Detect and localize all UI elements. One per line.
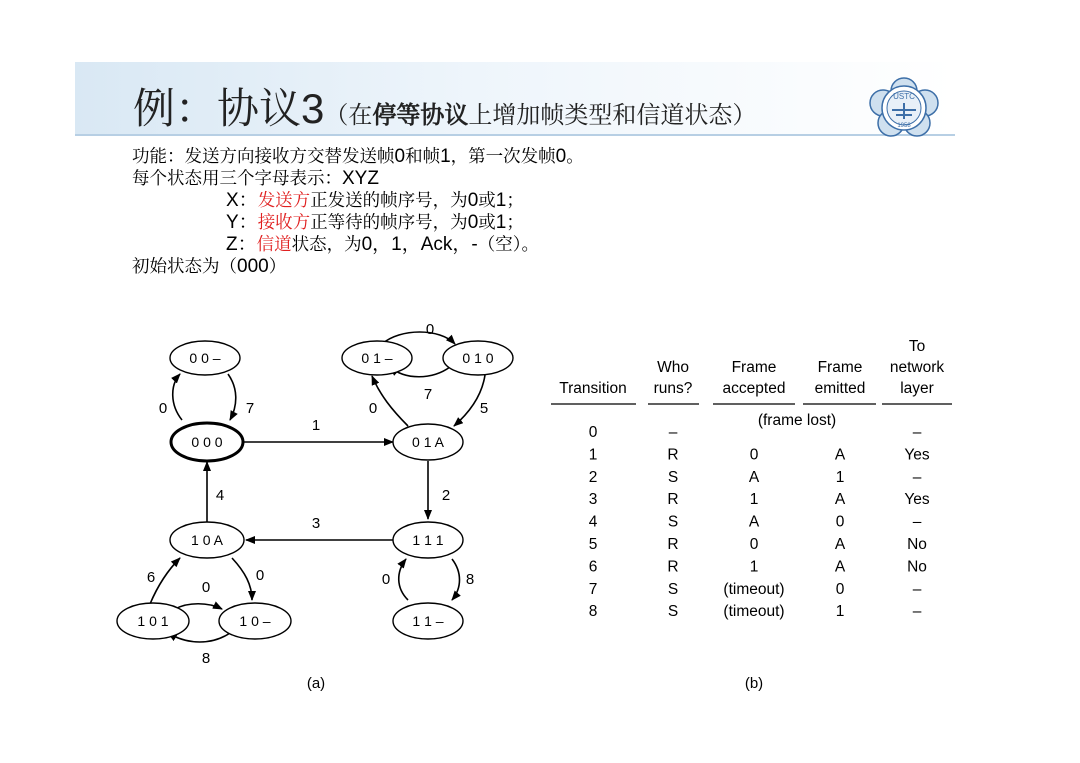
- transition-table: [545, 330, 960, 695]
- table-cell-frame-accepted: A: [748, 513, 760, 531]
- text-line-initial: 初始状态为（000）: [132, 256, 287, 277]
- table-cell-frame-emitted: 0: [835, 580, 845, 598]
- state-label-01-dash: 0 1 –: [361, 350, 393, 366]
- edge-label-4: 4: [215, 487, 225, 504]
- table-cell-transition: 4: [588, 513, 598, 531]
- text-line-z: Z：信道状态，为0，1，Ack，-（空）。: [226, 234, 539, 255]
- title-sub-open: （在: [324, 101, 373, 129]
- table-cell-transition: 2: [588, 468, 598, 486]
- edge-label-2: 2: [441, 487, 451, 504]
- header-network-1: To: [908, 338, 926, 355]
- table-cell-to-network: No: [907, 558, 927, 576]
- edge-label-0-mid: 0: [368, 400, 378, 417]
- table-cell-frame-emitted: 1: [835, 603, 845, 621]
- table-cell-transition: 8: [588, 603, 598, 621]
- table-cell-transition: 7: [588, 580, 598, 598]
- table-cell-frame-accepted: 1: [749, 491, 759, 509]
- table-cell-to-network: –: [912, 513, 922, 531]
- title-sub-rest: 上增加帧类型和信道状态）: [468, 101, 757, 129]
- table-cell-frame-emitted: 0: [835, 513, 845, 531]
- edge-label-7-left: 7: [245, 400, 255, 417]
- edge-label-3: 3: [311, 515, 321, 532]
- table-cell-to-network: –: [912, 424, 922, 441]
- text-line-y: Y：接收方正等待的帧序号，为0或1；: [226, 212, 524, 233]
- edge-label-7-top: 7: [423, 386, 433, 403]
- edge-0-right: [399, 559, 408, 600]
- text-line-x: X：发送方正发送的帧序号，为0或1；: [226, 190, 524, 211]
- edge-label-0-br: 0: [255, 567, 265, 584]
- diagram-caption: (a): [306, 675, 326, 692]
- header-transition: Transition: [559, 380, 627, 397]
- state-label-101: 1 0 1: [137, 613, 169, 629]
- state-label-00-dash: 0 0 –: [189, 350, 221, 366]
- title-sub-bold: 停等协议: [372, 101, 469, 129]
- logo-text-top: USTC: [893, 92, 915, 101]
- text-line-function: 功能：发送方向接收方交替发送帧0和帧1，第一次发帧0。: [132, 146, 584, 167]
- table-cell-who: S: [667, 603, 679, 621]
- edge-7-left: [228, 374, 236, 420]
- state-label-11-dash: 1 1 –: [412, 613, 444, 629]
- header-network-3: layer: [900, 380, 934, 397]
- table-caption: (b): [744, 675, 764, 692]
- edge-label-0-left: 0: [158, 400, 168, 417]
- table-cell-to-network: Yes: [904, 491, 930, 509]
- state-label-10-dash: 1 0 –: [239, 613, 271, 629]
- header-who-1: Who: [657, 359, 689, 376]
- table-cell-frame-accepted: 0: [749, 446, 759, 464]
- table-cell-transition: 0: [588, 424, 598, 441]
- table-cell-who: –: [668, 424, 678, 441]
- header-who-2: runs?: [653, 380, 693, 397]
- edge-0-left: [173, 374, 182, 420]
- edge-label-5: 5: [479, 400, 489, 417]
- table-cell-transition: 1: [588, 446, 598, 464]
- state-diagram: [110, 315, 530, 695]
- state-label-010: 0 1 0: [462, 350, 494, 366]
- table-cell-who: S: [667, 468, 679, 486]
- table-cell-transition: 3: [588, 491, 598, 509]
- edge-label-8-bottom: 8: [201, 650, 211, 667]
- table-cell-to-network: –: [912, 603, 922, 621]
- title-example: 例：: [133, 84, 218, 133]
- edge-0-br: [232, 558, 252, 600]
- logo-text-bottom: 1958: [897, 123, 911, 129]
- table-cell-to-network: –: [912, 580, 922, 598]
- edge-label-6: 6: [146, 569, 156, 586]
- table-cell-to-network: No: [907, 536, 927, 553]
- description-text: [132, 146, 584, 278]
- table-cell-frame-emitted: A: [834, 536, 846, 553]
- edge-label-0-right: 0: [381, 571, 391, 588]
- table-cell-frame-emitted: A: [834, 558, 846, 576]
- edge-label-8-right: 8: [465, 571, 475, 588]
- table-cell-transition: 5: [588, 536, 598, 553]
- edge-label-0-bl: 0: [201, 579, 211, 596]
- edge-label-0-top: 0: [425, 321, 435, 338]
- text-line-state-format: 每个状态用三个字母表示：XYZ: [132, 168, 379, 189]
- state-label-01A: 0 1 A: [412, 434, 444, 450]
- table-cell-who: S: [667, 513, 679, 531]
- state-label-111: 1 1 1: [412, 532, 444, 548]
- table-cell-who: R: [667, 536, 679, 553]
- table-cell-frame-emitted: 1: [835, 468, 845, 486]
- title-number: 3: [301, 85, 325, 132]
- header-frame-emitted-1: Frame: [817, 359, 863, 376]
- table-cell-who: R: [667, 491, 679, 509]
- table-cell-to-network: –: [912, 468, 922, 486]
- table-cell-frame-emitted: A: [834, 491, 846, 509]
- table-cell-transition: 6: [588, 558, 598, 576]
- table-cell-frame-accepted: 1: [749, 558, 759, 576]
- state-label-000: 0 0 0: [191, 434, 223, 450]
- state-label-10A: 1 0 A: [191, 532, 223, 548]
- table-cell-frame-emitted: A: [834, 446, 846, 464]
- frame-lost-note: (frame lost): [757, 412, 837, 429]
- header-frame-accepted-2: accepted: [722, 380, 786, 397]
- table-cell-who: S: [667, 580, 679, 598]
- slide-title: [133, 76, 756, 136]
- table-cell-frame-accepted: 0: [749, 536, 759, 553]
- table-cell-frame-accepted: (timeout): [723, 580, 785, 598]
- edge-0-mid: [372, 376, 408, 426]
- table-cell-who: R: [667, 446, 679, 464]
- table-cell-who: R: [667, 558, 679, 576]
- table-cell-frame-accepted: A: [748, 468, 760, 486]
- header-network-2: network: [889, 359, 945, 376]
- table-cell-to-network: Yes: [904, 446, 930, 464]
- header-frame-accepted-1: Frame: [731, 359, 777, 376]
- header-frame-emitted-2: emitted: [814, 380, 866, 397]
- title-protocol: 协议: [217, 84, 302, 133]
- edge-0-bl: [175, 604, 222, 609]
- table-cell-frame-accepted: (timeout): [723, 603, 785, 621]
- edge-label-1: 1: [311, 417, 321, 434]
- edge-8-right: [452, 559, 460, 600]
- ustc-logo-icon: [866, 77, 942, 139]
